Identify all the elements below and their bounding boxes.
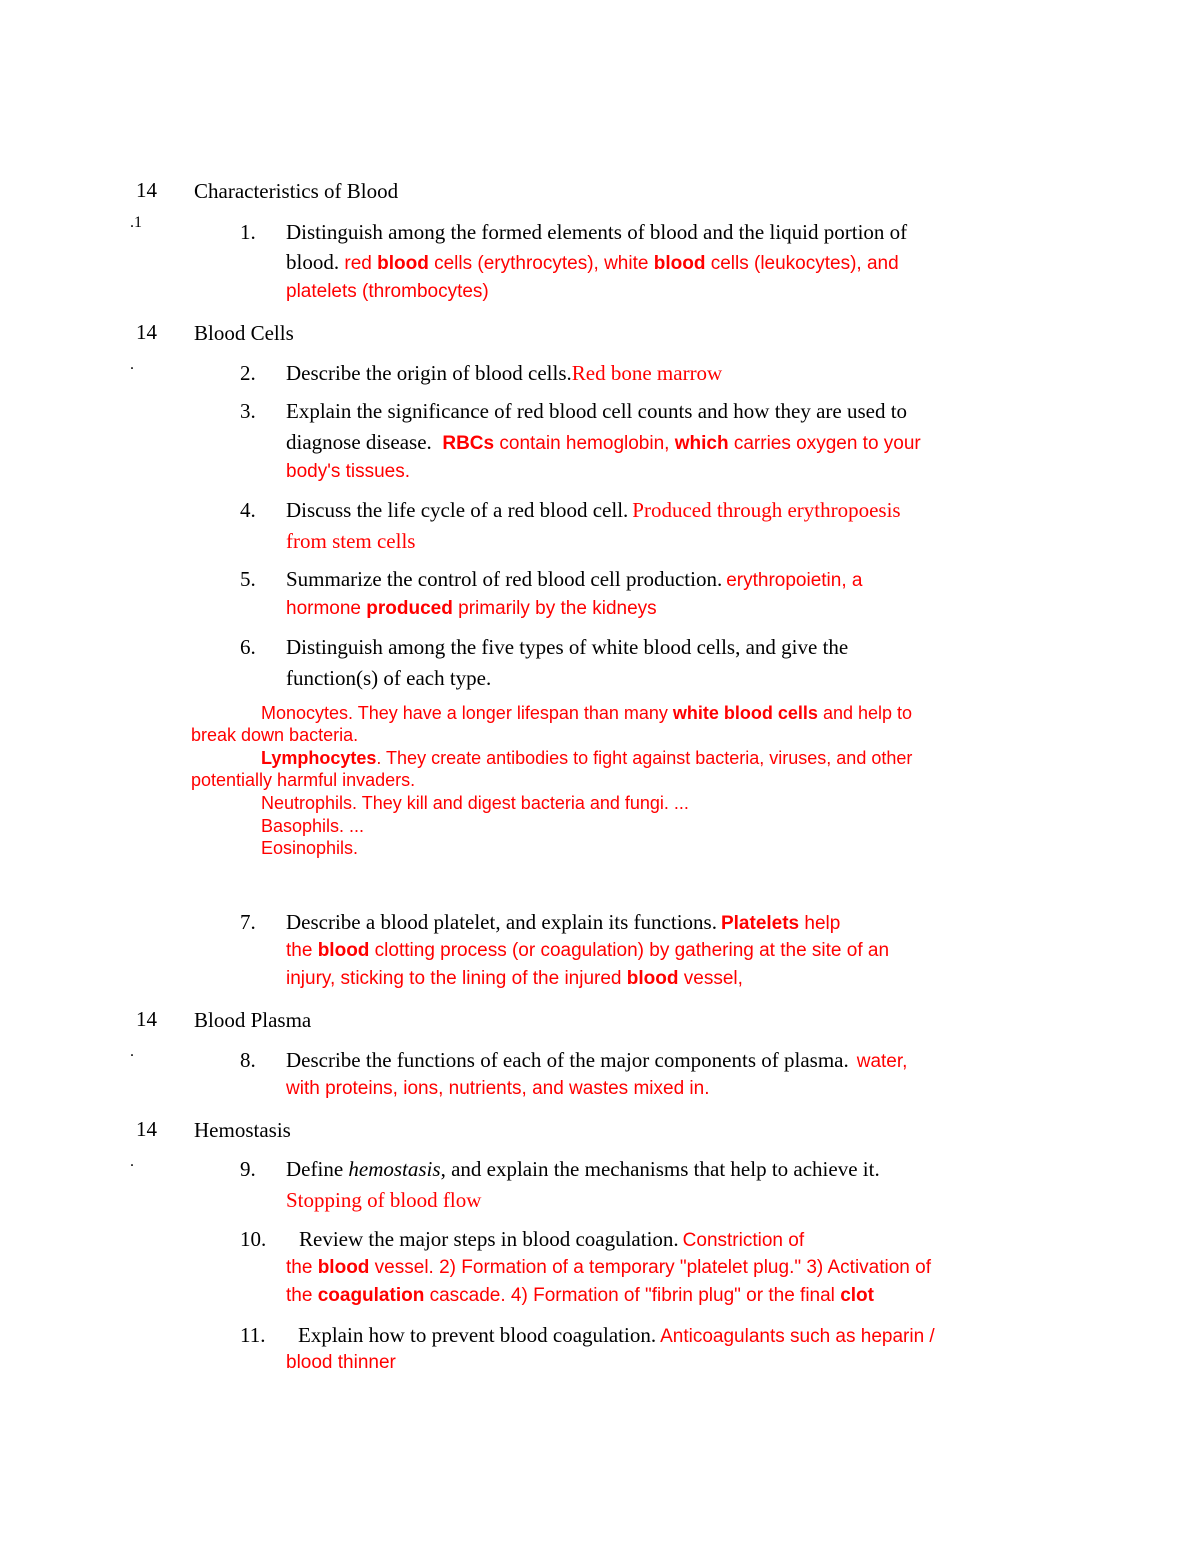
question-answer-line xyxy=(299,1227,804,1252)
question-answer-line xyxy=(298,1323,935,1348)
answer-text: cells (leukocytes), and xyxy=(705,253,899,274)
answer-text: hormone xyxy=(286,598,367,619)
answer-text: primarily by the kidneys xyxy=(452,598,657,619)
answer-text: Platelets xyxy=(720,913,800,934)
answer-text: water, xyxy=(856,1051,908,1072)
question-text: function(s) of each type. xyxy=(286,666,492,690)
question-number: 5. xyxy=(240,567,256,591)
answer-text: help xyxy=(799,913,841,934)
answer-text: blood xyxy=(626,968,679,989)
question-text: Describe the origin of blood cells. xyxy=(286,361,572,385)
answer-text: . They create antibodies to fight against bacteria, viruses, and other xyxy=(376,748,913,768)
answer-text: Basophils. ... xyxy=(261,816,365,836)
answer-text: produced xyxy=(366,598,453,619)
question-text: Distinguish among the five types of white blood cells, and give the xyxy=(286,635,849,659)
answer-text: and help to xyxy=(817,703,913,723)
answer-text: blood xyxy=(653,253,706,274)
question-text: blood. xyxy=(286,250,340,274)
answer-text: RBCs xyxy=(442,433,495,454)
question-text: Distinguish among the formed elements of blood and the liquid portion of xyxy=(286,220,908,244)
section-title: Blood Plasma xyxy=(194,1008,312,1032)
answer-text: which xyxy=(674,433,729,454)
question-number: 10. xyxy=(240,1227,267,1251)
section-number: 14 xyxy=(136,178,157,202)
answer-text: vessel, xyxy=(678,968,743,989)
answer-text: break down bacteria. xyxy=(191,725,359,745)
answer-text: contain hemoglobin, xyxy=(494,433,675,454)
question-text: Discuss the life cycle of a red blood cell. xyxy=(286,498,629,522)
answer-text: the xyxy=(286,1285,318,1306)
answer-text: cascade. 4) Formation of "fibrin plug" or the final xyxy=(424,1285,841,1306)
answer-text: Eosinophils. xyxy=(261,838,359,858)
answer-text: Lymphocytes xyxy=(261,748,377,768)
question-number: 11. xyxy=(240,1323,266,1347)
answer-text: Monocytes. They have a longer lifespan than many xyxy=(261,703,673,723)
section-subnumber: . xyxy=(130,1043,134,1060)
answer-text: Constriction of xyxy=(682,1230,805,1251)
section-title: Characteristics of Blood xyxy=(194,179,399,203)
question-answer-line xyxy=(286,910,840,935)
question-text: Summarize the control of red blood cell production. xyxy=(286,567,723,591)
answer-text: Stopping of blood flow xyxy=(286,1188,482,1212)
answer-text: red xyxy=(339,253,378,274)
wbc-line xyxy=(261,703,912,724)
question-text: Describe the functions of each of the major components of plasma. xyxy=(286,1048,849,1072)
answer-text: blood xyxy=(317,940,370,961)
answer-text: Neutrophils. They kill and digest bacteria and fungi. ... xyxy=(261,793,689,813)
answer-text: from stem cells xyxy=(286,529,416,553)
section-number: 14 xyxy=(136,320,157,344)
answer-text: coagulation xyxy=(317,1285,425,1306)
wbc-line xyxy=(261,748,912,769)
question-answer-line xyxy=(286,1048,907,1073)
answer-text: white blood cells xyxy=(672,703,818,723)
answer-text: carries oxygen to your xyxy=(728,433,921,454)
answer-line xyxy=(286,940,889,962)
answer-line xyxy=(286,1257,931,1279)
answer-text: Anticoagulants such as heparin / xyxy=(660,1326,935,1347)
question-text: Review the major steps in blood coagulation. xyxy=(299,1227,679,1251)
section-number: 14 xyxy=(136,1117,157,1141)
question-answer-line xyxy=(286,498,901,523)
section-number: 14 xyxy=(136,1007,157,1031)
question-number: 6. xyxy=(240,635,256,659)
question-text: Define xyxy=(286,1157,349,1181)
answer-line xyxy=(286,1285,874,1307)
question-text: Explain how to prevent blood coagulation. xyxy=(298,1323,657,1347)
question-answer-line xyxy=(286,361,722,386)
section-title: Hemostasis xyxy=(194,1118,291,1142)
answer-text: cells (erythrocytes), white xyxy=(428,253,654,274)
question-text: , and explain the mechanisms that help to achieve it. xyxy=(440,1157,880,1181)
question-number: 8. xyxy=(240,1048,256,1072)
question-answer-line xyxy=(286,430,921,455)
section-subnumber: .1 xyxy=(130,214,142,231)
answer-text: clotting process (or coagulation) by gathering at the site of an xyxy=(369,940,890,961)
answer-text: vessel. 2) Formation of a temporary "platelet plug." 3) Activation of xyxy=(369,1257,931,1278)
answer-text: with proteins, ions, nutrients, and wastes mixed in. xyxy=(286,1078,710,1099)
section-title: Blood Cells xyxy=(194,321,294,345)
question-number: 3. xyxy=(240,399,256,423)
answer-text: erythropoietin, a xyxy=(726,570,863,591)
section-subnumber: . xyxy=(130,356,134,373)
answer-line xyxy=(286,968,743,990)
question-text: Describe a blood platelet, and explain its functions. xyxy=(286,910,717,934)
answer-text: potentially harmful invaders. xyxy=(191,770,416,790)
answer-text: Produced through erythropoesis xyxy=(632,498,901,522)
question-number: 7. xyxy=(240,910,256,934)
answer-text: clot xyxy=(840,1285,874,1306)
answer-text: body's tissues. xyxy=(286,461,411,482)
answer-text: blood xyxy=(377,253,429,274)
question-answer-line xyxy=(286,250,899,275)
question-text-italic: hemostasis xyxy=(348,1157,441,1181)
question-text: diagnose disease. xyxy=(286,430,432,454)
question-number: 9. xyxy=(240,1157,256,1181)
answer-text: Red bone marrow xyxy=(571,361,723,385)
question-number: 4. xyxy=(240,498,256,522)
section-subnumber: . xyxy=(130,1153,134,1170)
question-text: Explain the significance of red blood cell counts and how they are used to xyxy=(286,399,908,423)
answer-text: blood thinner xyxy=(286,1352,396,1373)
question-number: 1. xyxy=(240,220,256,244)
answer-line xyxy=(286,598,657,620)
answer-text: platelets (thrombocytes) xyxy=(286,281,489,302)
question-answer-line xyxy=(286,567,862,592)
answer-text: blood xyxy=(317,1257,370,1278)
question-text-line xyxy=(286,1157,880,1182)
answer-text: the xyxy=(286,1257,318,1278)
answer-text: injury, sticking to the lining of the injured xyxy=(286,968,627,989)
answer-text: the xyxy=(286,940,318,961)
question-number: 2. xyxy=(240,361,256,385)
